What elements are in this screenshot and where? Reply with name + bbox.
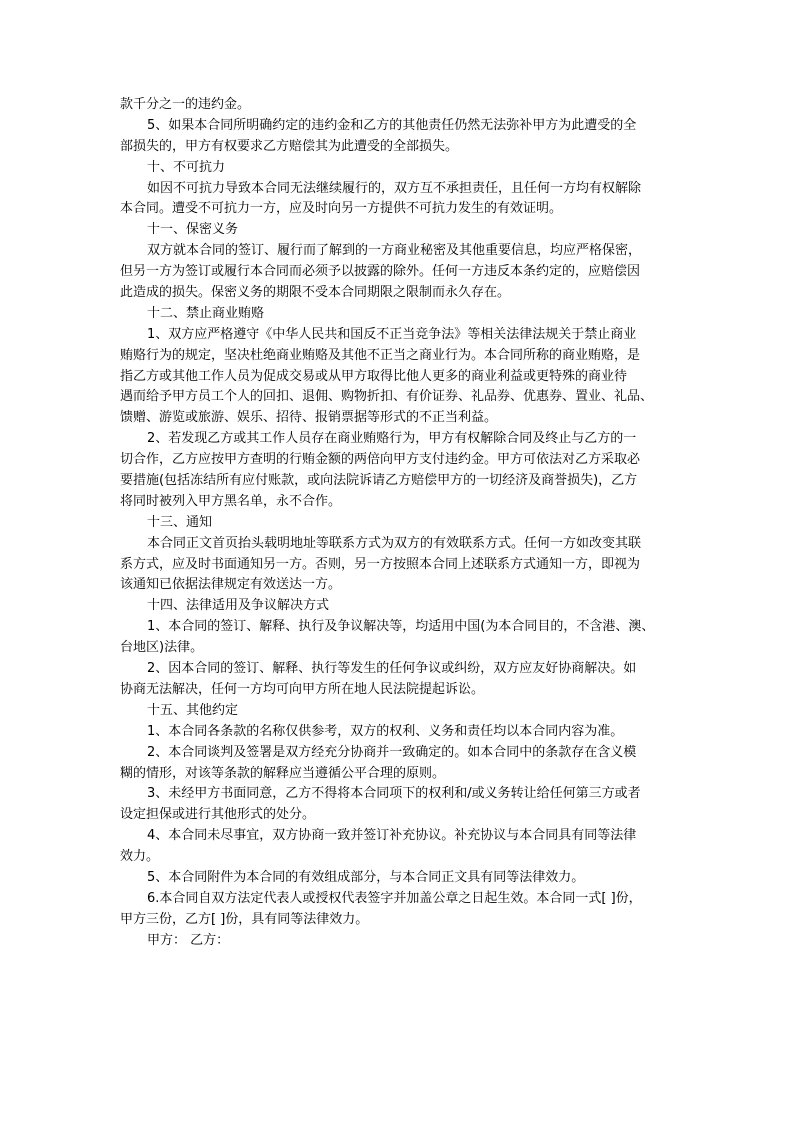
document-text-line: 馈赠、游览或旅游、娱乐、招待、报销票据等形式的不正当利益。 <box>120 410 498 426</box>
document-text-line: 遇而给予甲方员工个人的回扣、退佣、购物折扣、有价证券、礼品券、优惠券、置业、礼品、 <box>120 389 654 405</box>
document-text-line: 2、因本合同的签订、解释、执行等发生的任何争议或纠纷，双方应友好协商解决。如 <box>147 661 637 677</box>
document-text-line: 指乙方或其他工作人员为促成交易或从甲方取得比他人更多的商业利益或更特殊的商业待 <box>120 368 628 384</box>
document-text-line: 3、未经甲方书面同意，乙方不得将本合同项下的权利和/或义务转让给任何第三方或者 <box>147 786 641 802</box>
document-text-line: 4、本合同未尽事宜，双方协商一致并签订补充协议。补充协议与本合同具有同等法律 <box>147 828 637 844</box>
document-page <box>120 95 680 952</box>
document-text-line: 但另一方为签订或履行本合同而必须予以披露的除外。任何一方违反本条约定的，应赔偿因 <box>120 264 641 280</box>
document-text-line: 部损失的，甲方有权要求乙方赔偿其为此遭受的全部损失。 <box>120 138 459 154</box>
document-text-line: 系方式，应及时书面通知另一方。否则，另一方按照本合同上述联系方式通知一方，即视为 <box>120 556 641 572</box>
document-text-line: 本合同正文首页抬头载明地址等联系方式为双方的有效联系方式。任何一方如改变其联 <box>147 535 642 551</box>
document-text-line: 十五、其他约定 <box>147 702 239 718</box>
document-text-line: 1、本合同各条款的名称仅供参考，双方的权利、义务和责任均以本合同内容为准。 <box>147 723 624 739</box>
document-text-line: 1、本合同的签订、解释、执行及争议解决等，均适用中国(为本合同目的，不含港、澳、 <box>147 619 655 635</box>
document-text-line: 6.本合同自双方法定代表人或授权代表签字并加盖公章之日起生效。本合同一式[ ]份， <box>147 890 642 906</box>
document-text-line: 本合同。遭受不可抗力一方，应及时向另一方提供不可抗力发生的有效证明。 <box>120 201 563 217</box>
document-text-line: 十一、保密义务 <box>147 222 239 238</box>
document-text-line: 2、若发现乙方或其工作人员存在商业贿赂行为，甲方有权解除合同及终止与乙方的一 <box>147 431 637 447</box>
document-text-line: 双方就本合同的签订、履行而了解到的一方商业秘密及其他重要信息，均应严格保密， <box>147 243 642 259</box>
document-text-line: 5、本合同附件为本合同的有效组成部分，与本合同正文具有同等法律效力。 <box>147 869 585 885</box>
document-text-line: 十三、通知 <box>147 514 213 530</box>
document-text-line: 协商无法解决，任何一方均可向甲方所在地人民法院提起诉讼。 <box>120 681 485 697</box>
document-text-line: 甲方三份，乙方[ ]份，具有同等法律效力。 <box>120 911 369 927</box>
document-text-line: 该通知已依据法律规定有效送达一方。 <box>120 577 342 593</box>
document-text-line: 款千分之一的违约金。 <box>120 97 251 112</box>
document-text-line: 如因不可抗力导致本合同无法继续履行的，双方互不承担责任，且任何一方均有权解除 <box>147 180 642 196</box>
document-text-line: 贿赂行为的规定，坚决杜绝商业贿赂及其他不正当之商业行为。本合同所称的商业贿赂，是 <box>120 347 641 363</box>
document-text-line: 切合作，乙方应按甲方查明的行贿金额的两倍向甲方支付违约金。甲方可依法对乙方采取必 <box>120 452 641 468</box>
document-text-line: 此造成的损失。保密义务的期限不受本合同期限之限制而永久存在。 <box>120 285 511 301</box>
document-text-line: 十、不可抗力 <box>147 159 226 175</box>
document-text-line: 2、本合同谈判及签署是双方经充分协商并一致确定的。如本合同中的条款存在含义模 <box>147 744 637 760</box>
document-text-line: 糊的情形，对该等条款的解释应当遵循公平合理的原则。 <box>120 765 446 781</box>
document-text-line: 十二、禁止商业贿赂 <box>147 305 265 321</box>
document-text-line: 将同时被列入甲方黑名单，永不合作。 <box>120 493 342 509</box>
document-text-line: 效力。 <box>120 849 160 865</box>
document-text-line: 设定担保或进行其他形式的处分。 <box>120 807 316 823</box>
document-text-line: 1、双方应严格遵守《中华人民共和国反不正当竞争法》等相关法律法规关于禁止商业 <box>147 326 637 342</box>
document-text-line: 台地区)法律。 <box>120 640 204 656</box>
document-text-line: 5、如果本合同所明确约定的违约金和乙方的其他责任仍然无法弥补甲方为此遭受的全 <box>147 117 637 133</box>
document-text-line: 十四、法律适用及争议解决方式 <box>147 598 330 614</box>
document-text-line: 甲方： 乙方： <box>147 932 230 948</box>
document-text-line: 要措施(包括冻结所有应付账款，或向法院诉请乙方赔偿甲方的一切经济及商誉损失)，乙方 <box>120 473 638 489</box>
